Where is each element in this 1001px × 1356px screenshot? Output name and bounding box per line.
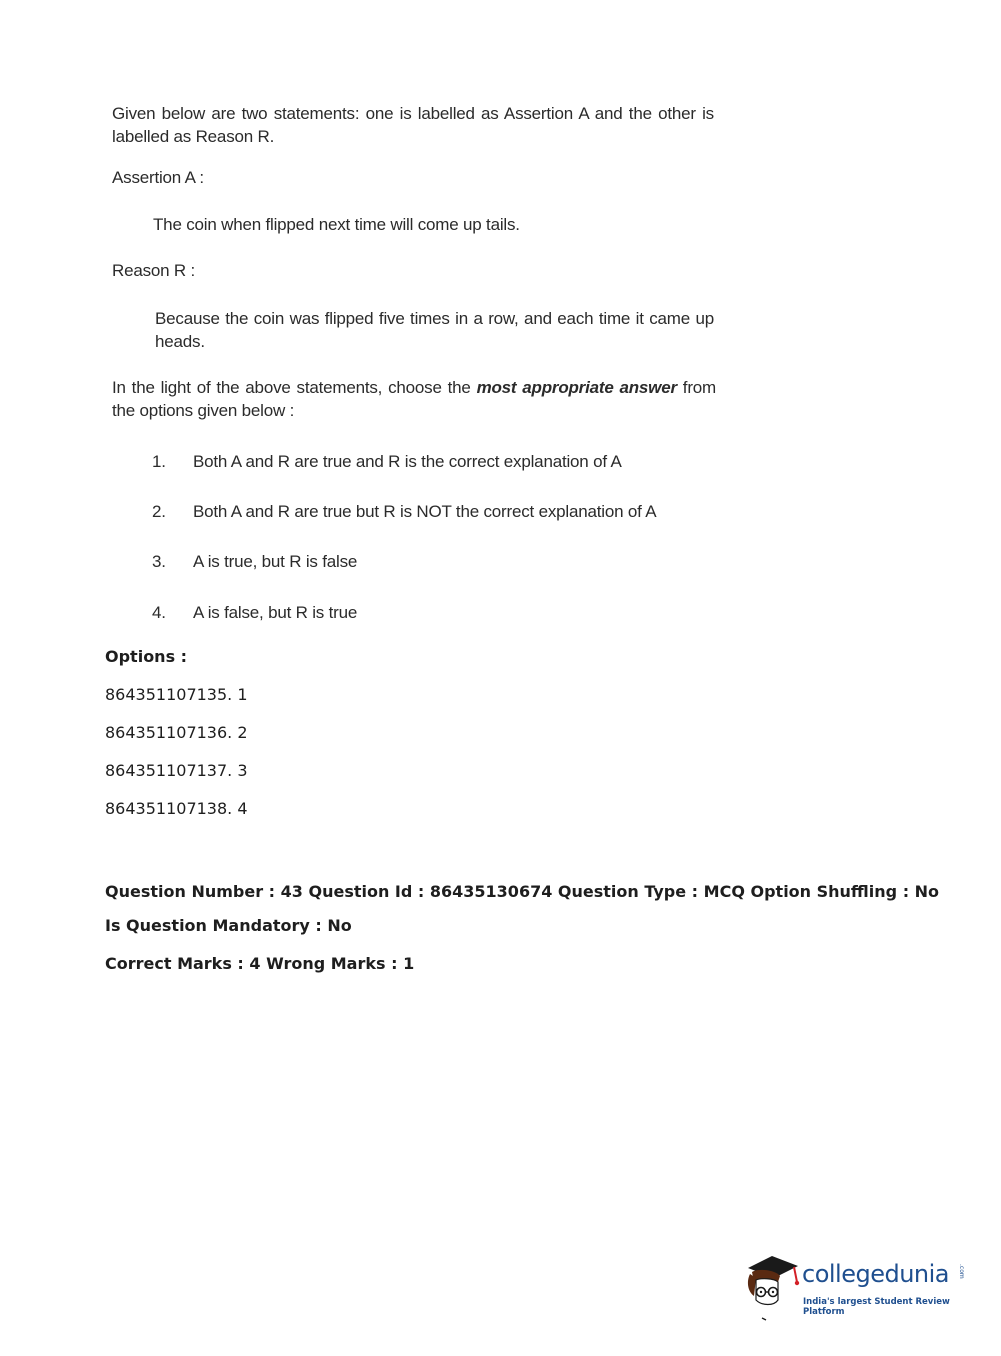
choice-number: 3. xyxy=(152,552,166,571)
instruction-pre: In the light of the above statements, choose the xyxy=(112,378,471,397)
option-id: 864351107135. 1 xyxy=(105,685,248,704)
instruction-emphasis: most appropriate answer xyxy=(476,378,677,397)
logo-brand-text: collegedunia xyxy=(802,1260,950,1288)
option-id: 864351107137. 3 xyxy=(105,761,248,780)
choice-number: 2. xyxy=(152,502,166,521)
question-mandatory-line: Is Question Mandatory : No xyxy=(105,916,352,935)
choice-text: A is true, but R is false xyxy=(193,552,358,571)
choice-text: Both A and R are true but R is NOT the correct explanation of A xyxy=(193,502,657,521)
reason-text: Because the coin was flipped five times in a row, and each time it came up heads. xyxy=(155,309,714,351)
options-heading: Options : xyxy=(105,647,188,666)
choice-number: 4. xyxy=(152,603,166,622)
logo-tagline: India's largest Student Review Platform xyxy=(803,1297,950,1317)
choice-number: 1. xyxy=(152,452,166,471)
mascot-icon xyxy=(742,1248,802,1322)
option-id: 864351107136. 2 xyxy=(105,723,248,742)
choice-item xyxy=(152,601,357,624)
choice-item xyxy=(152,550,357,573)
choice-item xyxy=(152,500,656,523)
instruction-post: from the options given below : xyxy=(112,378,716,420)
question-intro: Given below are two statements: one is labelled as Assertion A and the other is labelled as Reason R. xyxy=(112,104,714,146)
question-meta-line: Question Number : 43 Question Id : 86435130674 Question Type : MCQ Option Shuffling : No xyxy=(105,882,940,901)
logo-com-text: .com xyxy=(958,1264,965,1279)
collegedunia-logo xyxy=(742,1248,972,1322)
choice-item xyxy=(152,450,622,473)
assertion-text: The coin when flipped next time will come up tails. xyxy=(153,215,520,234)
reason-label: Reason R : xyxy=(112,261,196,280)
choice-text: A is false, but R is true xyxy=(193,603,358,622)
question-marks-line: Correct Marks : 4 Wrong Marks : 1 xyxy=(105,954,415,973)
instruction-text xyxy=(112,376,716,422)
assertion-label: Assertion A : xyxy=(112,168,204,187)
choice-text: Both A and R are true and R is the correct explanation of A xyxy=(193,452,622,471)
option-id: 864351107138. 4 xyxy=(105,799,248,818)
